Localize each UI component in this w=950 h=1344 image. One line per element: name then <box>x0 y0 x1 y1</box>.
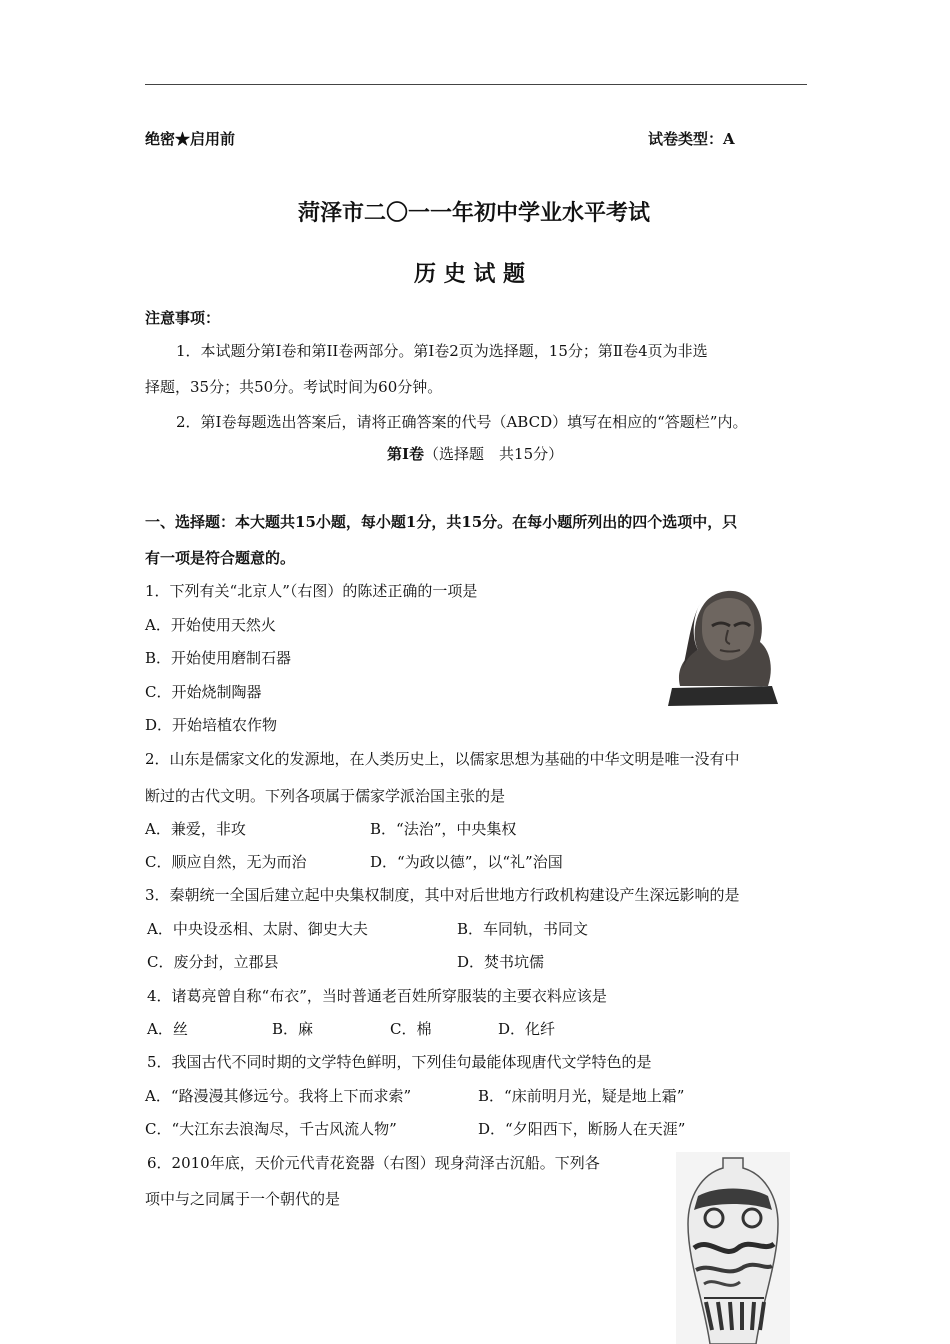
q4-option-a: A．丝 <box>147 1020 188 1038</box>
notice-heading: 注意事项： <box>145 309 221 327</box>
q1-option-d: D．开始培植农作物 <box>145 716 278 734</box>
q6-stem-cont: 项中与之同属于一个朝代的是 <box>145 1190 341 1208</box>
q4-stem: 4．诸葛亮曾自称“布衣”，当时普通老百姓所穿服装的主要衣料应该是 <box>147 987 607 1005</box>
q1-option-c: C．开始烧制陶器 <box>145 683 262 701</box>
peking-man-bust-image <box>662 578 782 710</box>
blue-white-porcelain-vase-image <box>676 1152 790 1344</box>
q3-stem: 3．秦朝统一全国后建立起中央集权制度，其中对后世地方行政机构建设产生深远影响的是 <box>145 886 740 904</box>
q5-option-b: B．“床前明月光，疑是地上霜” <box>478 1087 685 1105</box>
notice-item-1: 1．本试题分第Ⅰ卷和第II卷两部分。第Ⅰ卷2页为选择题，15分；第Ⅱ卷4页为非选 <box>176 342 708 360</box>
q5-stem: 5．我国古代不同时期的文学特色鲜明，下列佳句最能体现唐代文学特色的是 <box>147 1053 652 1071</box>
confidential-label: 绝密★启用前 <box>145 130 236 148</box>
q3-option-b: B．车同轨，书同文 <box>457 920 589 938</box>
q3-option-a: A．中央设丞相、太尉、御史大夫 <box>147 920 368 938</box>
q2-option-b: B．“法治”，中央集权 <box>370 820 517 838</box>
notice-item-2: 2．第Ⅰ卷每题选出答案后，请将正确答案的代号（ABCD）填写在相应的“答题栏”内。 <box>176 413 748 431</box>
q2-option-c: C．顺应自然，无为而治 <box>145 853 307 871</box>
subject-title: 历 史 试 题 <box>414 261 525 287</box>
volume-label: 第Ⅰ卷 <box>387 445 425 463</box>
q4-option-b: B．麻 <box>272 1020 314 1038</box>
q1-option-b: B．开始使用磨制石器 <box>145 649 292 667</box>
q2-option-d: D．“为政以德”，以“礼”治国 <box>370 853 563 871</box>
exam-title: 菏泽市二〇一一年初中学业水平考试 <box>298 200 651 226</box>
q2-stem: 2．山东是儒家文化的发源地，在人类历史上，以儒家思想为基础的中华文明是唯一没有中 <box>145 750 740 768</box>
top-rule <box>145 84 807 85</box>
q5-option-c: C．“大江东去浪淘尽，千古风流人物” <box>145 1120 397 1138</box>
paper-type-label: 试卷类型：A <box>648 130 735 148</box>
q4-option-c: C．棉 <box>390 1020 432 1038</box>
q3-option-c: C．废分封，立郡县 <box>147 953 279 971</box>
section-heading-cont: 有一项是符合题意的。 <box>145 549 296 567</box>
q4-option-d: D．化纤 <box>498 1020 556 1038</box>
q5-option-d: D．“夕阳西下，断肠人在天涯” <box>478 1120 686 1138</box>
volume-heading <box>387 443 563 464</box>
q3-option-d: D．焚书坑儒 <box>457 953 545 971</box>
volume-note: （选择题 共15分） <box>424 445 564 463</box>
q2-stem-cont: 断过的古代文明。下列各项属于儒家学派治国主张的是 <box>145 787 506 805</box>
q1-stem: 1．下列有关“北京人”（右图）的陈述正确的一项是 <box>145 582 478 600</box>
q6-stem: 6．2010年底，天价元代青花瓷器（右图）现身菏泽古沉船。下列各 <box>147 1154 600 1172</box>
section-heading: 一、选择题：本大题共15小题，每小题1分，共15分。在每小题所列出的四个选项中，只 <box>145 513 738 531</box>
q5-option-a: A．“路漫漫其修远兮。我将上下而求索” <box>145 1087 412 1105</box>
notice-item-1-cont: 择题，35分；共50分。考试时间为60分钟。 <box>145 378 443 396</box>
q1-option-a: A．开始使用天然火 <box>145 616 276 634</box>
q2-option-a: A．兼爱，非攻 <box>145 820 246 838</box>
